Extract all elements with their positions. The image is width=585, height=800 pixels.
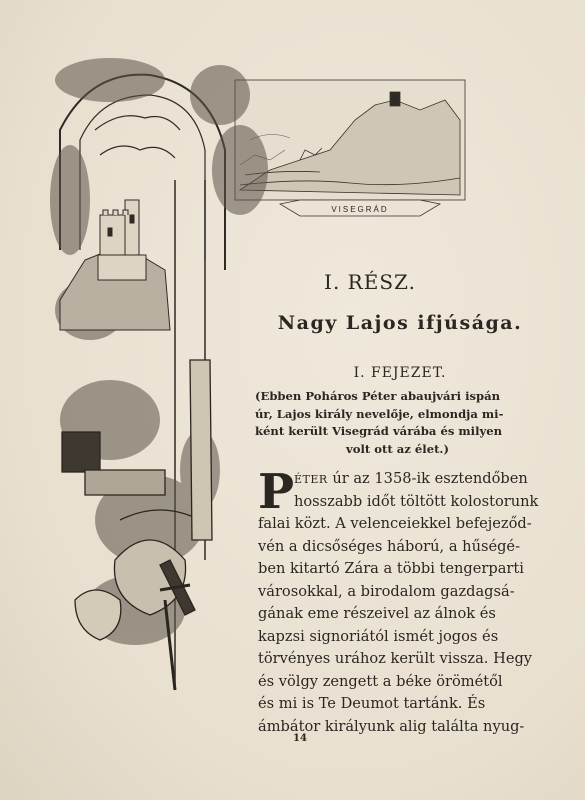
body-line: ámbátor királyunk alig találta nyug- [258,717,525,735]
body-line: hosszabb időt töltött kolostorunk [294,492,539,510]
chapter-summary [255,388,540,458]
first-line-text: úr az 1358-ik esztendőben [327,470,528,487]
first-word-smallcaps: ÉTER [294,473,328,486]
body-line: és völgy zengett a béke örömétől [258,672,503,690]
chapter-title: I. FEJEZET. [353,365,447,381]
summary-line: volt ott az élet.) [346,441,449,456]
drop-cap: P [258,464,295,520]
body-line: és mi is Te Deumot tartánk. És [258,695,486,712]
visegrad-vignette [235,80,465,200]
book-title: Nagy Lajos ifjúsága. [277,312,523,334]
body-line: vén a dicsőséges háború, a hűségé- [258,537,521,555]
body-line: falai közt. A velenceiekkel befejeződ- [258,515,532,532]
body-first-line [258,468,541,491]
vignette-ribbon [280,200,440,216]
body-line: városokkal, a birodalom gazdagsá- [258,582,515,600]
page-number: 14 [293,733,307,744]
body-line: ben kitartó Zára a többi tengerparti [258,560,524,577]
body-line: kapzsi signoriától ismét jogos és [258,627,499,645]
body-line: gának eme részeivel az álnok és [258,605,496,622]
vignette-label: VISEGRÁD [331,205,389,214]
summary-line: úr, Lajos király nevelője, elmondja mi- [255,406,504,421]
summary-line: ként került Visegrád várába és milyen [255,424,503,438]
body-paragraph [258,464,541,738]
part-title: I. RÉSZ. [324,270,416,294]
summary-line: (Ebben Poháros Péter abaujvári ispán [255,389,501,403]
body-line: törvényes urához került vissza. Hegy [258,650,533,667]
